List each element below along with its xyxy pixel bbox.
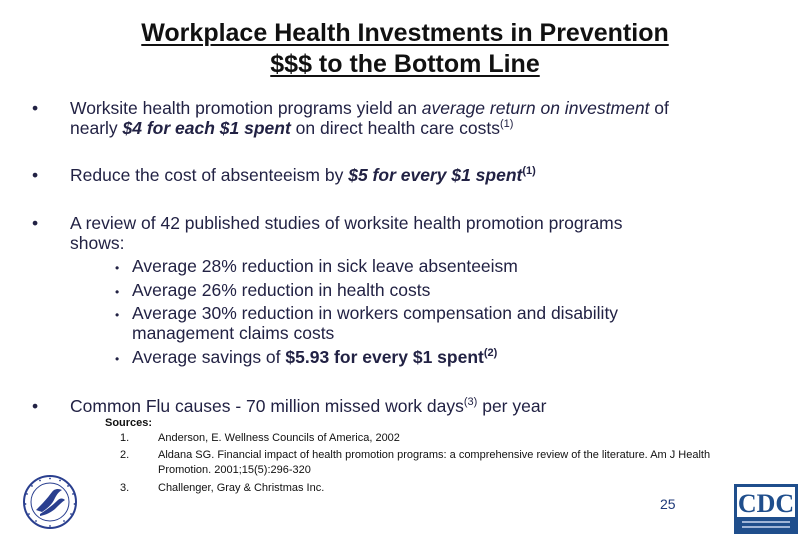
text-segment: Average 26% reduction in health costs [132, 280, 431, 300]
text-segment: Average savings of [132, 347, 286, 367]
text-segment: of [649, 98, 669, 118]
sub-bullet-workers-comp [115, 303, 732, 343]
text-segment: Promotion. 2001;15(5):296-320 [158, 464, 311, 476]
text-segment: Common Flu causes - 70 million missed work days [70, 396, 464, 416]
sources-heading: Sources: [105, 417, 153, 429]
sub-bullet-dot: • [115, 261, 120, 275]
source-3-number: 3. [120, 482, 130, 494]
source-2-number: 2. [120, 449, 130, 461]
text-italic: average return on investment [421, 98, 650, 118]
bullet-dot: • [32, 213, 39, 233]
hhs-seal-icon [22, 474, 78, 530]
text-segment: Worksite health promotion programs yield an [70, 98, 422, 118]
text-bold-italic: $5 for every $1 spent [348, 165, 523, 185]
reference-mark: (2) [483, 347, 498, 360]
text-segment: per year [477, 396, 547, 416]
page-title [0, 18, 810, 80]
source-1-number: 1. [120, 432, 130, 444]
text-segment: shows: [70, 233, 125, 253]
text-segment: nearly [70, 118, 123, 138]
bullet-dot: • [32, 396, 39, 416]
reference-mark: (1) [522, 165, 536, 178]
text-segment: on direct health care costs [290, 118, 500, 138]
bullet-flu-text [70, 396, 770, 416]
sub-bullet-dot: • [115, 285, 120, 299]
sub-bullet-dot: • [115, 352, 120, 366]
cdc-logo-text: CDC [737, 489, 795, 518]
text-segment: Average 28% reduction in sick leave absenteeism [132, 256, 518, 276]
sub-bullet-sick-leave [115, 255, 732, 277]
sub-bullet-savings [115, 346, 732, 368]
bullet-dot: • [32, 98, 39, 118]
source-1-text: Anderson, E. Wellness Councils of America, 2002 [158, 432, 400, 444]
reference-mark: (3) [463, 396, 478, 409]
title-line-2: $$$ to the Bottom Line [270, 50, 540, 78]
bullet-roi-text [70, 98, 770, 138]
bullet-dot: • [32, 165, 39, 185]
sub-bullet-dot: • [115, 308, 120, 322]
bullet-absenteeism-text [70, 165, 770, 185]
reference-mark: (1) [499, 118, 514, 131]
title-line-1: Workplace Health Investments in Prevention [141, 19, 669, 47]
sub-bullet-health-costs [115, 279, 732, 301]
text-bold: $5.93 for every $1 spent [285, 347, 484, 367]
source-3-text: Challenger, Gray & Christmas Inc. [158, 482, 325, 494]
text-segment: Average 30% reduction in workers compensation and disability [132, 303, 619, 323]
source-2-text [158, 448, 778, 478]
page-number: 25 [660, 496, 676, 512]
text-bold-italic: $4 for each $1 spent [122, 118, 291, 138]
bullet-review-text [70, 213, 770, 253]
text-segment: Reduce the cost of absenteeism by [70, 165, 349, 185]
text-segment: A review of 42 published studies of worksite health promotion programs [70, 213, 623, 233]
text-segment: Aldana SG. Financial impact of health promotion programs: a comprehensive review of the literature. Am J Health [158, 449, 711, 461]
text-segment: management claims costs [132, 323, 335, 343]
cdc-logo-icon [734, 484, 798, 534]
